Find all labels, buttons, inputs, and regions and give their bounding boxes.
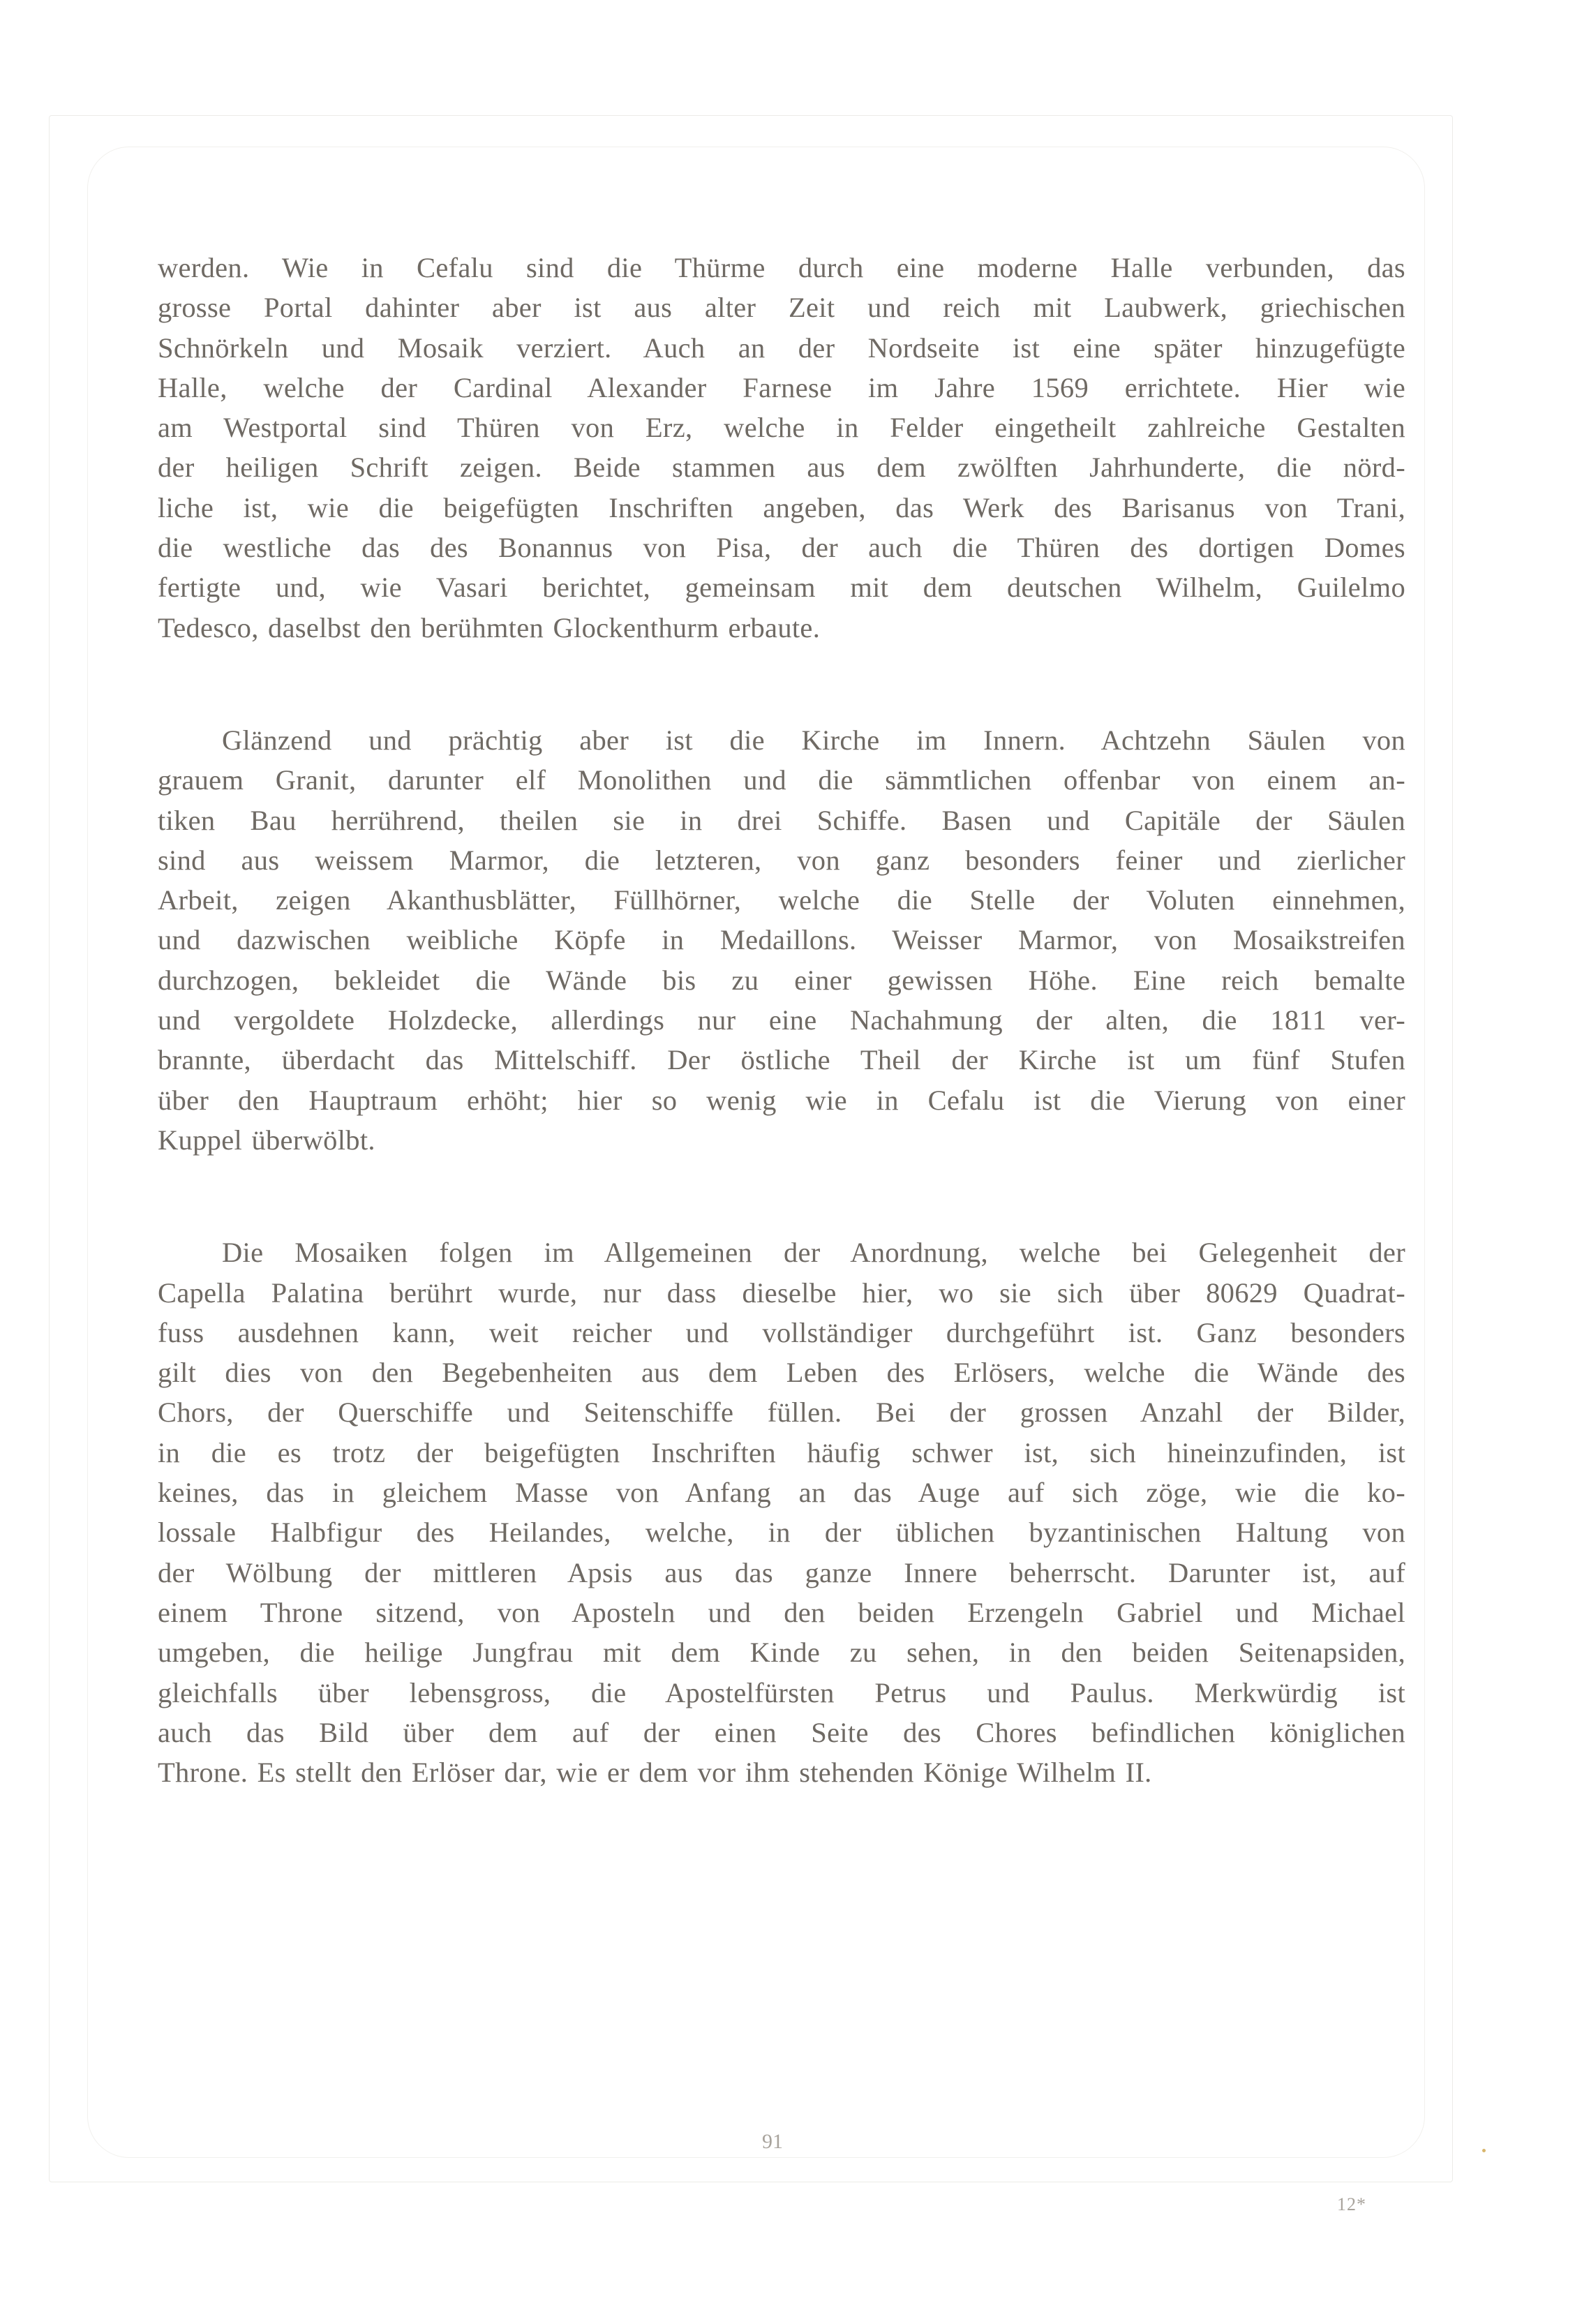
text-line: und dazwischen weibliche Köpfe in Medaillons. Weisser Marmor, von Mosaikstreifen: [158, 924, 1405, 956]
text-line: grauem Granit, darunter elf Monolithen und die sämmtlichen offenbar von einem an-: [158, 764, 1405, 796]
text-line: und vergoldete Holzdecke, allerdings nur eine Nachahmung der alten, die 1811 ver-: [158, 1004, 1405, 1036]
text-line: Chors, der Querschiffe und Seitenschiffe füllen. Bei der grossen Anzahl der Bilder,: [158, 1396, 1405, 1429]
text-line: liche ist, wie die beigefügten Inschriften angeben, das Werk des Barisanus von Trani,: [158, 491, 1405, 523]
text-line: Halle, welche der Cardinal Alexander Farnese im Jahre 1569 errichtete. Hier wie: [158, 371, 1405, 403]
text-line: werden. Wie in Cefalu sind die Thürme durch eine moderne Halle verbunden, das: [158, 252, 1405, 283]
text-line: am Westportal sind Thüren von Erz, welche in Felder eingetheilt zahlreiche Gestalten: [158, 412, 1405, 444]
text-line: über den Hauptraum erhöht; hier so wenig wie in Cefalu ist die Vierung von einer: [158, 1084, 1405, 1116]
corner-dot: [1482, 2149, 1486, 2152]
text-line: der Wölbung der mittleren Apsis aus das ganze Innere beherrscht. Darunter ist, auf: [158, 1556, 1405, 1588]
body-text: [158, 248, 1405, 1792]
text-line: der heiligen Schrift zeigen. Beide stammen aus dem zwölften Jahrhunderte, die nörd-: [158, 452, 1405, 484]
text-line: Arbeit, zeigen Akanthusblätter, Füllhörner, welche die Stelle der Voluten einnehmen,: [158, 884, 1405, 916]
text-line: in die es trotz der beigefügten Inschriften häufig schwer ist, sich hineinzufinden, ist: [158, 1436, 1405, 1468]
signature-mark: 12*: [1337, 2194, 1366, 2214]
text-line: gilt dies von den Begebenheiten aus dem Leben des Erlösers, welche die Wände des: [158, 1357, 1405, 1389]
text-line: sind aus weissem Marmor, die letzteren, von ganz besonders feiner und zierlicher: [158, 844, 1405, 876]
text-line: tiken Bau herrührend, theilen sie in drei Schiffe. Basen und Capitäle der Säulen: [158, 804, 1405, 836]
text-line: fuss ausdehnen kann, weit reicher und vollständiger durchgeführt ist. Ganz besonders: [158, 1316, 1405, 1348]
text-line: Schnörkeln und Mosaik verziert. Auch an der Nordseite ist eine später hinzugefügte: [158, 332, 1405, 364]
text-line: gleichfalls über lebensgross, die Apostelfürsten Petrus und Paulus. Merkwürdig ist: [158, 1676, 1405, 1708]
text-line: grosse Portal dahinter aber ist aus alter Zeit und reich mit Laubwerk, griechischen: [158, 292, 1405, 324]
text-line: einem Throne sitzend, von Aposteln und den beiden Erzengeln Gabriel und Michael: [158, 1596, 1405, 1628]
paragraph-2: [158, 720, 1405, 1160]
text-line: die westliche das des Bonannus von Pisa, der auch die Thüren des dortigen Domes: [158, 532, 1405, 564]
text-line: Tedesco, daselbst den berühmten Glockenthurm erbaute.: [158, 611, 821, 643]
text-line: Die Mosaiken folgen im Allgemeinen der Anordnung, welche bei Gelegenheit der: [222, 1237, 1405, 1269]
text-line: lossale Halbfigur des Heilandes, welche, in der üblichen byzantinischen Haltung von: [158, 1517, 1405, 1549]
page-number: 91: [762, 2130, 783, 2153]
paragraph-3: [158, 1232, 1405, 1792]
text-line: keines, das in gleichem Masse von Anfang an das Auge auf sich zöge, wie die ko-: [158, 1477, 1405, 1509]
text-line: durchzogen, bekleidet die Wände bis zu einer gewissen Höhe. Eine reich bemalte: [158, 964, 1405, 996]
text-line: Glänzend und prächtig aber ist die Kirche im Innern. Achtzehn Säulen von: [222, 724, 1405, 756]
text-line: Kuppel überwölbt.: [158, 1124, 375, 1156]
text-line: Throne. Es stellt den Erlöser dar, wie er dem vor ihm stehenden Könige Wilhelm II.: [158, 1757, 1152, 1789]
paragraph-1: [158, 248, 1405, 648]
text-line: Capella Palatina berührt wurde, nur dass dieselbe hier, wo sie sich über 80629 Quadrat-: [158, 1276, 1405, 1309]
text-line: umgeben, die heilige Jungfrau mit dem Kinde zu sehen, in den beiden Seitenapsiden,: [158, 1637, 1405, 1669]
text-line: brannte, überdacht das Mittelschiff. Der östliche Theil der Kirche ist um fünf Stufen: [158, 1044, 1405, 1076]
text-line: fertigte und, wie Vasari berichtet, gemeinsam mit dem deutschen Wilhelm, Guilelmo: [158, 572, 1405, 604]
text-line: auch das Bild über dem auf der einen Seite des Chores befindlichen königlichen: [158, 1716, 1405, 1748]
